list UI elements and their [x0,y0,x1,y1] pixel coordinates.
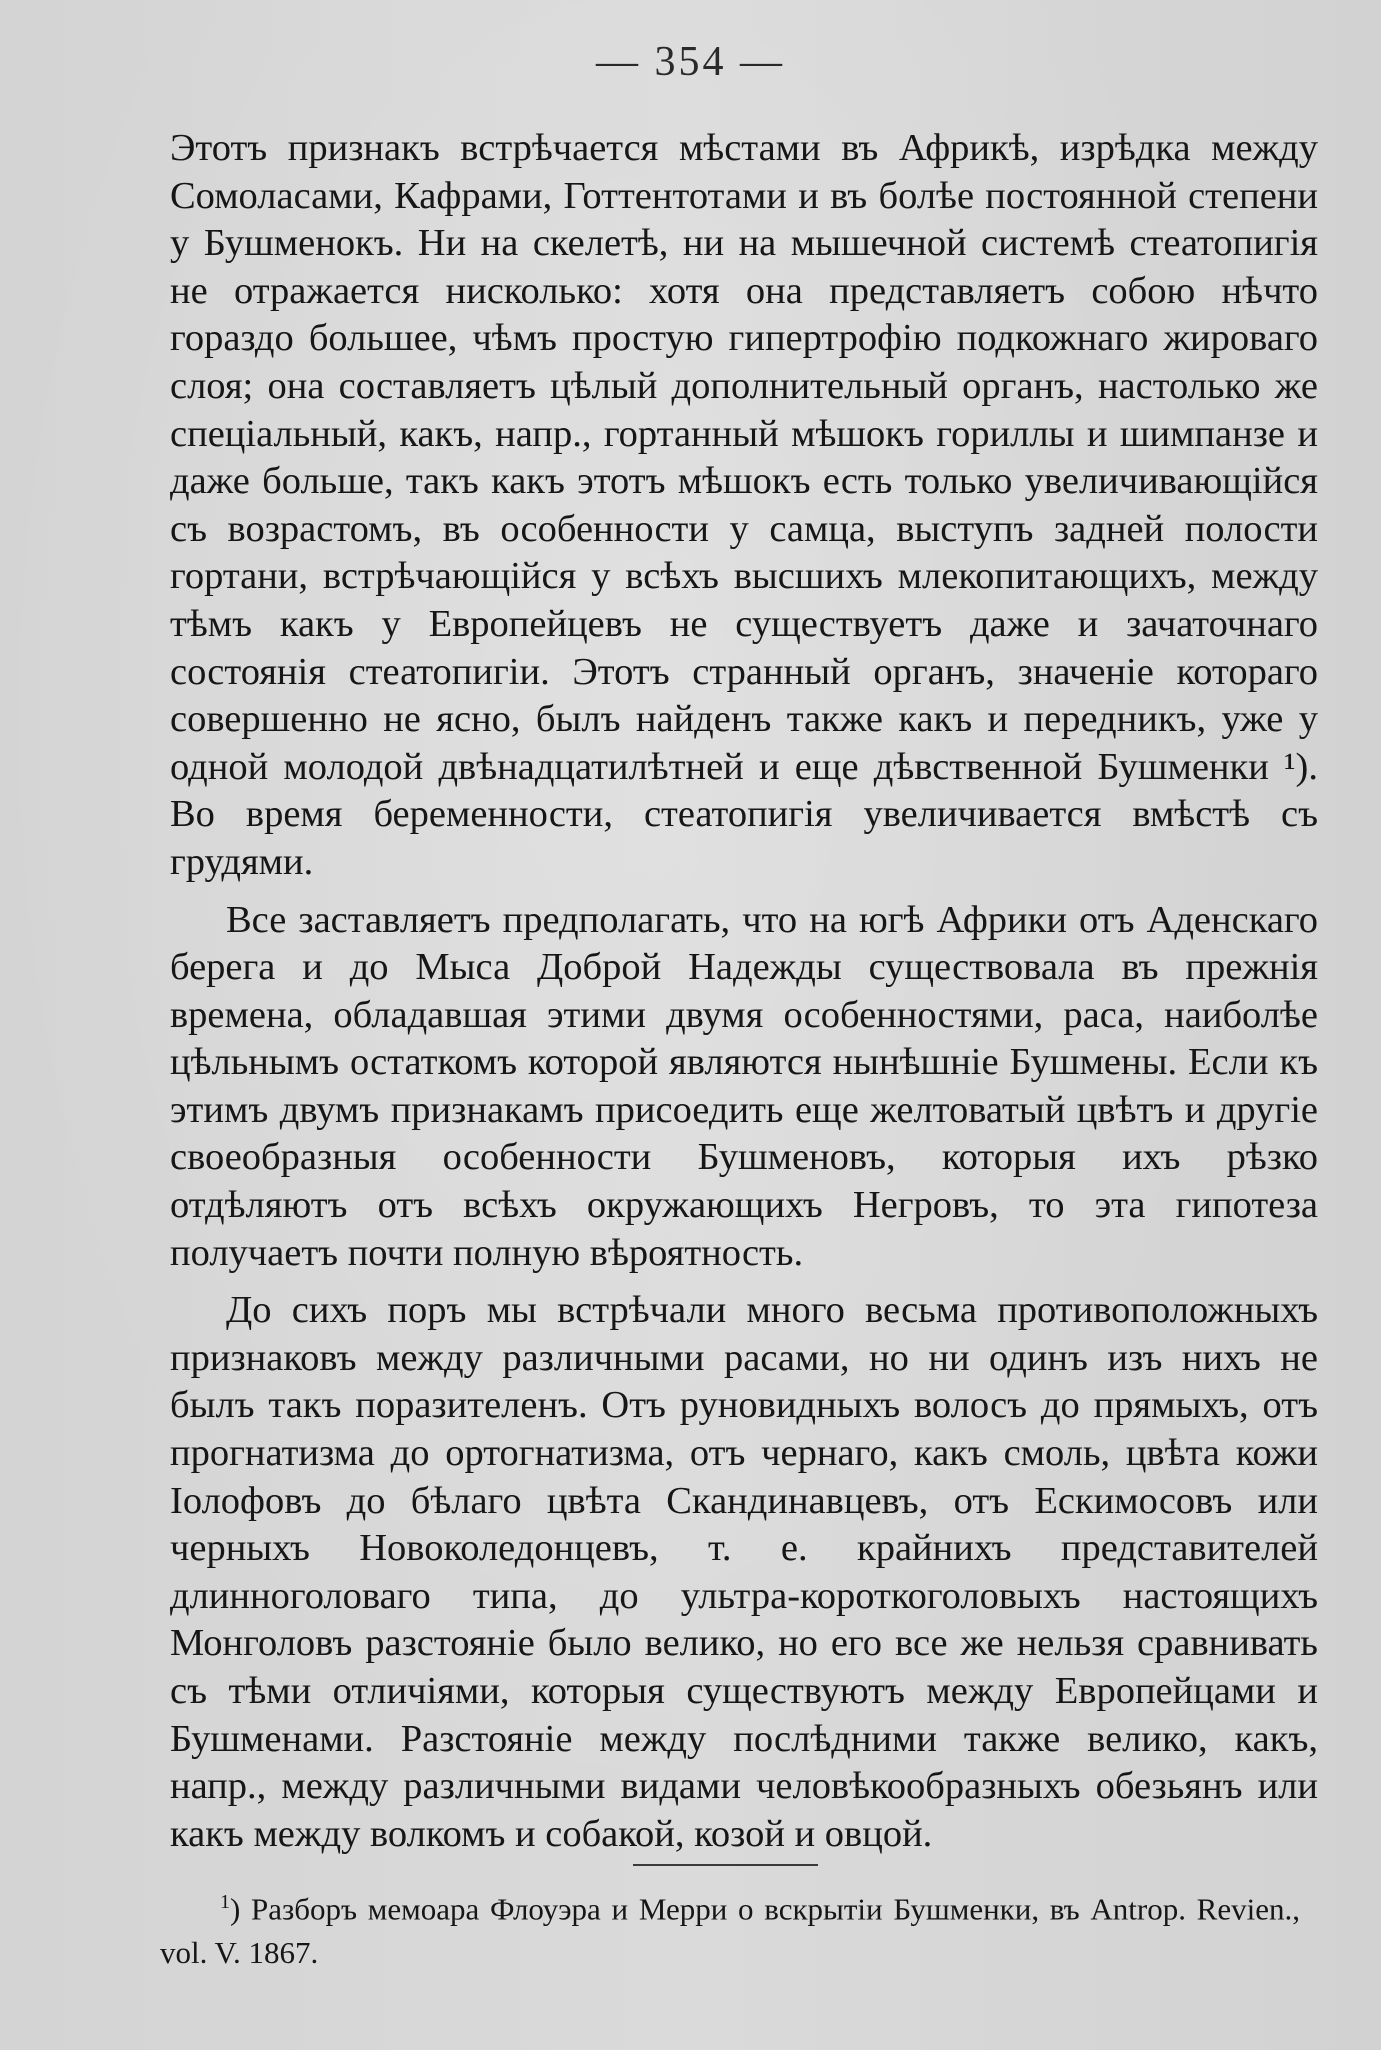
footnote-text: ) Разборъ мемоара Флоуэра и Мерри о вскрытіи Бушменки, въ Antrop. Revien., vol. V. 1867. [160,1891,1300,1971]
page-number: — 354 — [596,39,785,85]
footnote-divider [633,1864,818,1866]
paragraph-3: До сихъ поръ мы встрѣчали много весьма противоположныхъ признаковъ между различными расами, но ни одинъ изъ нихъ не былъ такъ поразителенъ. Отъ руновидныхъ волосъ до прямыхъ, отъ прогнатизма до ортогнатизма, отъ чернаго, какъ смоль, цвѣта кожи Іолофовъ до бѣлаго цвѣта Скандинавцевъ, отъ Ескимосовъ или черныхъ Новоколедонцевъ, т. е. крайнихъ представителей длинноголоваго типа, до ультра-короткоголовыхъ настоящихъ Монголовъ разстояніе было велико, но его все же нельзя сравнивать съ тѣми отличіями, которыя существуютъ между Европейцами и Бушменами. Разстояніе между послѣдними также велико, какъ, напр., между различными видами человѣкообразныхъ обезьянъ или какъ между волкомъ и собакой, козой и овцой. [170,1289,1318,1855]
footnote-marker: 1 [220,1891,230,1913]
footnote [160,1880,1300,1975]
paragraph-1: Этотъ признакъ встрѣчается мѣстами въ Африкѣ, изрѣдка между Сомоласами, Кафрами, Готтентотами и въ болѣе постоянной степени у Бушменокъ. Ни на скелетѣ, ни на мышечной системѣ стеатопигія не отражается нисколько: хотя она представляетъ собою нѣчто гораздо большее, чѣмъ простую гипертрофію подкожнаго жироваго слоя; она составляетъ цѣлый дополнительный органъ, настолько же спеціальный, какъ, напр., гортанный мѣшокъ гориллы и шимпанзе и даже больше, такъ какъ этотъ мѣшокъ есть только увеличивающійся съ возрастомъ, въ особенности у самца, выступъ задней полости гортани, встрѣчающійся у всѣхъ высшихъ млекопитающихъ, между тѣмъ какъ у Европейцевъ не существуетъ даже и зачаточнаго состоянія стеатопигіи. Этотъ странный органъ, значеніе котораго совершенно не ясно, былъ найденъ также какъ и передникъ, уже у одной молодой двѣнадцатилѣтней и еще дѣвственной Бушменки ¹). Во время беременности, стеатопигія увеличивается вмѣстѣ съ грудями. [170,127,1318,883]
paragraph-2: Все заставляетъ предполагать, что на югѣ Африки отъ Аденскаго берега и до Мыса Доброй Надежды существовала въ прежнія времена, обладавшая этими двумя особенностями, раса, наиболѣе цѣльнымъ остаткомъ которой являются нынѣшніе Бушмены. Если къ этимъ двумъ признакамъ присоедить еще желтоватый цвѣтъ и другіе своеобразныя особенности Бушменовъ, которыя ихъ рѣзко отдѣляютъ отъ всѣхъ окружающихъ Негровъ, то эта гипотеза получаетъ почти полную вѣроятность. [170,898,1318,1274]
main-text [170,125,1318,1868]
